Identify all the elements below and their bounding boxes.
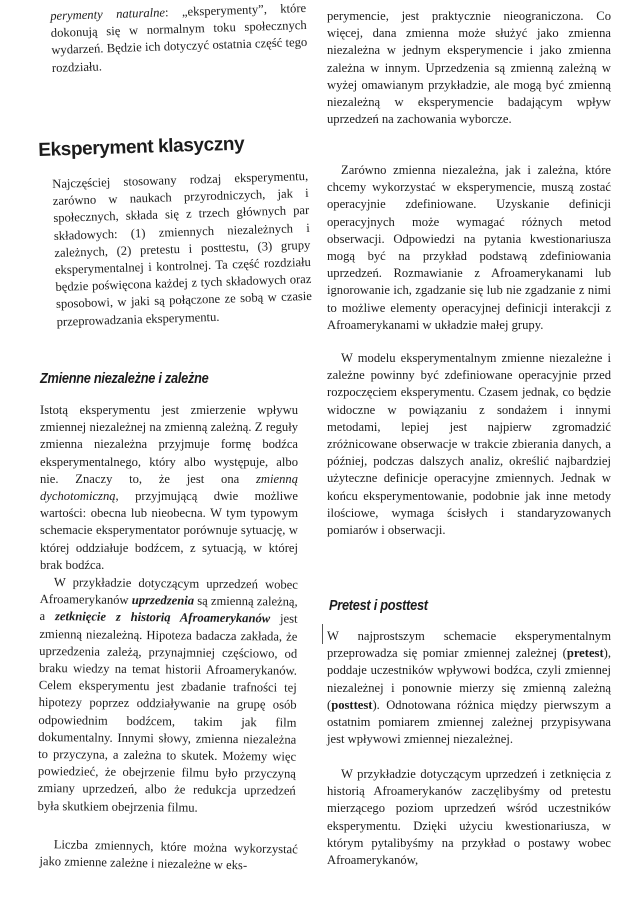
paragraph-text: perymencie, jest praktycznie nieograniczona. Co więcej, dana zmienna może służyć jako zmienna niezależna w jednym eksperymencie i jako zmienna zależna w innym. Uprzedzenia są zmienną zależną w wyżej omawianym przykładzie, ale mogą być zmienną niezależną w eksperymencie badającym wpływ uprzedzeń na zachowania wyborcze. — [327, 9, 611, 127]
paragraph-continuation — [327, 8, 611, 128]
term-pretest: pretest — [566, 646, 604, 661]
paragraph-text: Liczba zmiennych, które można wykorzystać jako zmienne zależne i niezależne w eks- — [39, 837, 298, 873]
paragraph-przyklad — [37, 574, 298, 818]
heading-eksperyment-klasyczny: Eksperyment klasyczny — [38, 133, 245, 161]
paragraph-eksperyment-klasyczny — [52, 168, 313, 331]
paragraph-model — [327, 350, 611, 539]
heading-zmienne: Zmienne niezależne i zależne — [40, 371, 209, 387]
intro-paragraph — [50, 0, 308, 77]
paragraph-text: Istotą eksperymentu jest zmierzenie wpływu zmiennej niezależnej na zmienną zależną. Z reguły zmienna niezależna przyjmuje formę bodźca eksperymentalnego, który albo występuje, albo nie. Znaczy to, że jest ona — [40, 403, 298, 486]
paragraph-text: W modelu eksperymentalnym zmienne niezależne i zależne powinny być zdefiniowane operacyjnie przed rozpoczęciem eksperymentu. Czasem jednak, co będzie widoczne w powiązaniu z sondażem i innymi metodami, lepiej jest najpierw zgromadzić zróżnicowane obserwacje w trakcie zbierania danych, a później, podczas dalszych analiz, określić najbardziej użyteczne definicje operacyjne zmiennych. Jednak w końcu eksperymentowanie, podobnie jak inne metody ilościowe, wymaga ścisłych i standaryzowanych pomiarów i obserwacji. — [327, 351, 611, 538]
paragraph-text: , przyjmującą dwie możliwe wartości: obecna lub nieobecna. W tym typowym schemacie eksperymentator porównuje sytuację, w której oddziałuje bodźcem, z sytuacją, w której brak bodźca. — [40, 489, 298, 572]
paragraph-najprostszy — [327, 628, 611, 748]
paragraph-text: W przykładzie dotyczącym uprzedzeń i zetknięcia z historią Afroamerykanów zaczęlibyśmy od pretestu mierzącego poziom uprzedzeń wśród uczestników eksperymentu. Dzięki użyciu kwestionariusza, w którym pytalibyśmy na przykład o postawy wobec Afroamerykanów, — [327, 767, 611, 868]
paragraph-text: ). Odnotowana różnica między pierwszym a ostatnim pomiarem zmiennej zależnej przypisywana jest wpływowi zmiennej niezależnej. — [327, 697, 611, 747]
intro-text: : „eksperymenty”, które dokonują się w normalnym toku społecznych wydarzeń. Będzie ich dotyczyć ostatnia część tego rozdziału. — [50, 0, 308, 75]
paragraph-text: jest zmienną niezależną. Hipoteza badacza zakłada, że uprzedzenia zależą, przynajmniej częściowo, od braku wiedzy na temat historii Afroamerykanów. Celem eksperymentu jest zbadanie trafności tej hipotezy poprzez oddziaływanie na grupę osób odpowiednim bodźcem, takim jak film dokumentalny. Innymi słowy, zmienna niezależna to przyczyna, a zależna to skutek. Możemy więc powiedzieć, że obejrzenie filmu było przyczyną zmiany uprzedzeń, albo że redukcja uprzedzeń była skutkiem obejrzenia filmu. — [37, 611, 298, 815]
paragraph-text: W najprostszym schemacie eksperymentalnym przeprowadza się pomiar zmiennej zależnej ( — [327, 629, 611, 661]
paragraph-text: Zarówno zmienna niezależna, jak i zależna, które chcemy wykorzystać w eksperymencie, muszą zostać operacyjnie zdefiniowane. Uzyskanie definicji operacyjnych może wymagać różnych metod obserwacji. Odpowiedzi na pytania kwestionariusza mogą być na przykład podstawą zdefiniowania uprzedzeń. Rozmawianie z Afroamerykanami lub ignorowanie ich, zgadzanie się lub nie zgadzanie z nimi to możliwe elementy operacyjnej definicji interakcji z Afroamerykanami w układzie małej grupy. — [327, 163, 611, 332]
paragraph-definicje — [327, 162, 611, 334]
paragraph-text: są zmienną zależną, a — [39, 593, 298, 624]
paragraph-text: Najczęściej stosowany rodzaj eksperymentu, zarówno w naukach przyrodniczych, jak i społecznych, składa się z trzech głównych par składowych: (1) zmiennych niezależnych i zależnych, (2) pretestu i posttestu, (3) grupy eksperymentalnej i kontrolnej. Ta część rozdziału będzie poświęcona każdej z tych składowych oraz sposobowi, w jaki są połączone ze sobą w czasie przeprowadzania eksperymentu. — [52, 168, 313, 329]
paragraph-liczba — [39, 836, 298, 876]
term-uprzedzenia: uprzedzenia — [131, 593, 195, 608]
paragraph-przyklad-pretest — [327, 766, 611, 869]
paragraph-istota — [40, 402, 298, 574]
paragraph-text: W przykładzie dotyczącym uprzedzeń wobec Afroamerykanów — [39, 575, 298, 608]
term-zmienna-dychotomiczna: zmienną dychotomiczną — [40, 471, 298, 504]
heading-pretest-posttest: Pretest i posttest — [329, 598, 428, 614]
term-posttest: posttest — [331, 697, 373, 712]
term-zetkniecie: zetknięcie z historią Afroamerykanów — [54, 609, 271, 626]
margin-mark — [322, 624, 323, 644]
paragraph-text: ), poddaje uczestników wpływowi bodźca, czyli zmiennej niezależnej i ponownie mierzy się zmienną zależną ( — [327, 646, 611, 712]
intro-term: perymenty naturalne — [50, 5, 166, 23]
